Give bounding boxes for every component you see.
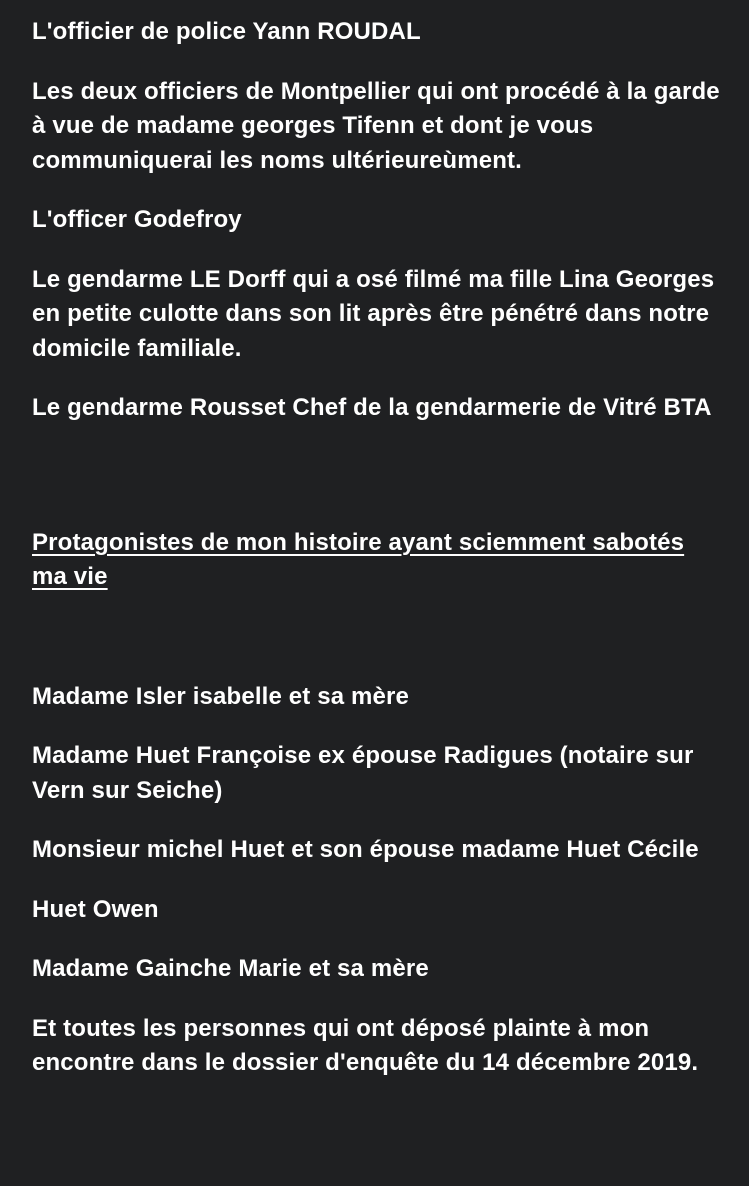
paragraph-gendarme-rousset: Le gendarme Rousset Chef de la gendarmerie de Vitré BTA [32, 394, 712, 421]
paragraph-michel-huet: Monsieur michel Huet et son épouse madame Huet Cécile [32, 836, 699, 863]
paragraph-huet-owen: Huet Owen [32, 895, 159, 923]
spacer [32, 927, 722, 952]
spacer [32, 366, 722, 391]
spacer [32, 50, 722, 75]
spacer [32, 987, 722, 1012]
paragraph-isler: Madame Isler isabelle et sa mère [32, 682, 410, 710]
paragraph-huet-francoise: Madame Huet Françoise ex épouse Radigues (notaire sur Vern sur Seiche) [32, 742, 694, 804]
section-heading-protagonists: Protagonistes de mon histoire ayant sciemment sabotés ma vie [32, 528, 685, 590]
document-body [32, 15, 722, 1081]
paragraph-montpellier-officers: Les deux officiers de Montpellier qui ont procédé à la garde à vue de madame georges Tifenn et dont je vous communiquerai les noms ultérieureùment. [32, 77, 720, 174]
paragraph-gendarme-le-dorff: Le gendarme LE Dorff qui a osé filmé ma fille Lina Georges en petite culotte dans son lit après être pénétré dans notre domicile familiale. [32, 265, 715, 362]
spacer [32, 808, 722, 833]
spacer [32, 714, 722, 739]
paragraph-gainche: Madame Gainche Marie et sa mère [32, 955, 429, 982]
paragraph-plaintes: Et toutes les personnes qui ont déposé plainte à mon encontre dans le dossier d'enquête du 14 décembre 2019. [32, 1014, 699, 1076]
spacer [32, 178, 722, 203]
spacer [32, 426, 722, 526]
spacer [32, 595, 722, 680]
spacer [32, 238, 722, 263]
paragraph-officer-roudal: L'officier de police Yann ROUDAL [32, 18, 421, 45]
paragraph-officer-godefroy: L'officer Godefroy [32, 206, 242, 233]
spacer [32, 868, 722, 893]
